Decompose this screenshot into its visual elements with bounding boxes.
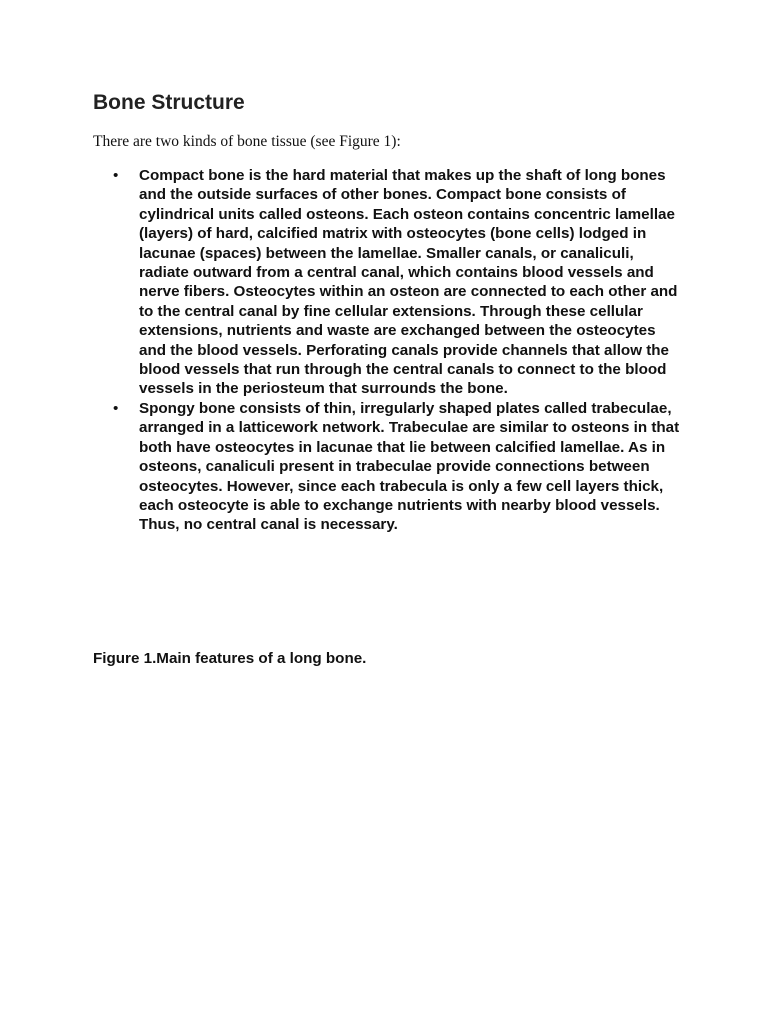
intro-paragraph: There are two kinds of bone tissue (see Figure 1): bbox=[93, 133, 401, 150]
bullet-icon: • bbox=[113, 399, 119, 417]
list-item-compact-bone bbox=[93, 166, 683, 399]
page-heading: Bone Structure bbox=[93, 91, 245, 114]
list-item-text: Spongy bone consists of thin, irregularly shaped plates called trabeculae, arranged in a latticework network. Trabeculae are similar to osteons in that both have osteocytes in lacunae that lie between calcified lamellae. As in osteons, canaliculi present in trabeculae provide connections between osteocytes. However, since each trabecula is only a few cell layers thick, each osteocyte is able to exchange nutrients with nearby blood vessels. Thus, no central canal is necessary. bbox=[139, 399, 680, 534]
list-item-text: Compact bone is the hard material that makes up the shaft of long bones and the outside surfaces of other bones. Compact bone consists of cylindrical units called osteons. Each osteon contains concentric lamellae (layers) of hard, calcified matrix with osteocytes (bone cells) lodged in lacunae (spaces) between the lamellae. Smaller canals, or canaliculi, radiate outward from a central canal, which contains blood vessels and nerve fibers. Osteocytes within an osteon are connected to each other and to the central canal by fine cellular extensions. Through these cellular extensions, nutrients and waste are exchanged between the osteocytes and the blood vessels. Perforating canals provide channels that allow the blood vessels that run through the central canals to connect to the blood vessels in the periosteum that surrounds the bone. bbox=[139, 167, 678, 398]
list-item-spongy-bone bbox=[93, 399, 683, 535]
bone-tissue-list bbox=[93, 166, 683, 535]
figure-caption: Figure 1.Main features of a long bone. bbox=[93, 650, 367, 667]
bullet-icon: • bbox=[113, 167, 119, 184]
